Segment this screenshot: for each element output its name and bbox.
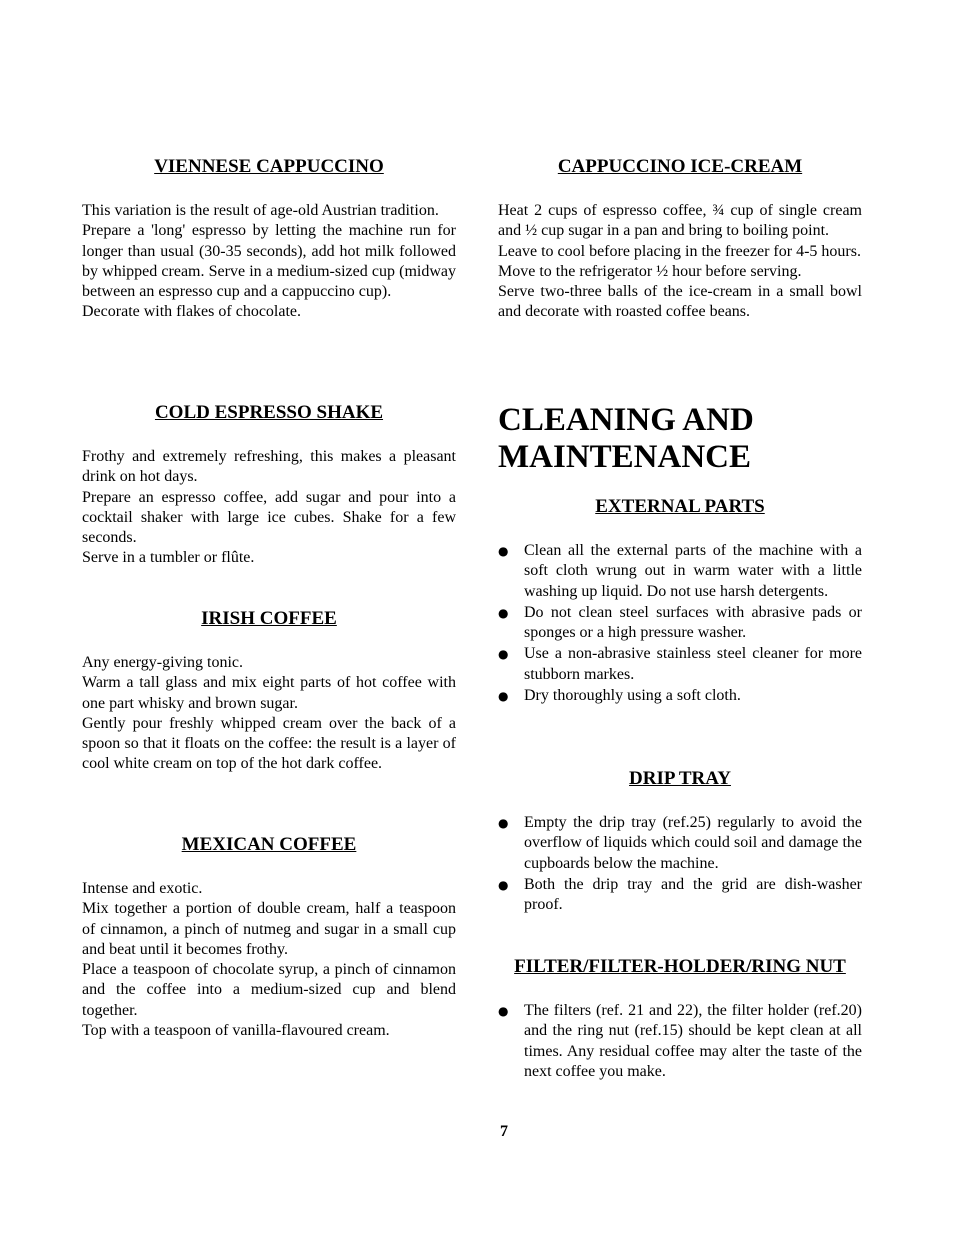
section-cappuccino-ice-cream — [498, 155, 862, 323]
bullet-icon: ● — [498, 544, 509, 558]
paragraph: Prepare an espresso coffee, add sugar and pour into a cocktail shaker with large ice cubes. Shake for a few seconds. — [82, 488, 456, 547]
paragraph: Move to the refrigerator ½ hour before serving. — [498, 262, 802, 280]
section-viennese-cappuccino — [82, 155, 456, 323]
title-line-2: MAINTENANCE — [498, 439, 752, 475]
section-external-parts — [498, 495, 862, 707]
heading-viennese-cappuccino: VIENNESE CAPPUCCINO — [154, 156, 384, 177]
page-number: 7 — [500, 1123, 508, 1140]
section-cold-espresso-shake — [82, 401, 456, 569]
title-line-1: CLEANING AND — [498, 402, 754, 438]
paragraph: Serve two-three balls of the ice-cream in a small bowl and decorate with roasted coffee beans. — [498, 283, 862, 321]
heading-cappuccino-ice-cream: CAPPUCCINO ICE-CREAM — [557, 156, 803, 177]
list-item — [498, 603, 862, 644]
heading-irish-coffee: IRISH COFFEE — [201, 608, 337, 629]
heading-external-parts: EXTERNAL PARTS — [595, 496, 765, 517]
list-item — [498, 644, 862, 685]
heading-drip-tray: DRIP TRAY — [629, 768, 731, 789]
list-item — [498, 875, 862, 916]
paragraph: Mix together a portion of double cream, half a teaspoon of cinnamon, a pinch of nutmeg and sugar in a small cup and beat until it becomes frothy. — [82, 900, 456, 958]
bullet-icon: ● — [498, 877, 509, 892]
bullet-icon: ● — [498, 647, 509, 662]
bullet-list — [498, 1001, 862, 1082]
section-mexican-coffee — [82, 833, 456, 1041]
list-item-text: Do not clean steel surfaces with abrasive pads or sponges or a high pressure washer. — [524, 603, 862, 642]
bullet-icon: ● — [498, 816, 509, 830]
section-filter-holder-ring-nut — [498, 955, 862, 1083]
paragraph: This variation is the result of age-old Austrian tradition. — [82, 202, 439, 219]
heading-mexican-coffee: MEXICAN COFFEE — [181, 834, 357, 855]
paragraph: Any energy-giving tonic. — [82, 654, 244, 671]
paragraph: Serve in a tumbler or flûte. — [82, 549, 255, 567]
paragraph: Gently pour freshly whipped cream over the back of a spoon so that it floats on the coffee: the result is a layer of cool white cream on top of the hot dark coffee. — [82, 714, 456, 773]
list-item — [498, 541, 862, 602]
list-item-text: The filters (ref. 21 and 22), the filter holder (ref.20) and the ring nut (ref.15) should be kept clean at all times. Any residual coffee may alter the taste of the next coffee you make. — [524, 1002, 862, 1080]
paragraph: Decorate with flakes of chocolate. — [82, 303, 302, 321]
list-item-text: Empty the drip tray (ref.25) regularly to avoid the overflow of liquids which could soil and damage the cupboards below the machine. — [524, 814, 862, 872]
list-item-text: Clean all the external parts of the machine with a soft cloth wrung out in warm water with a little washing up liquid. Do not use harsh detergents. — [524, 542, 862, 600]
paragraph: Warm a tall glass and mix eight parts of hot coffee with one part whisky and brown sugar. — [82, 674, 456, 712]
paragraph: Top with a teaspoon of vanilla-flavoured cream. — [82, 1022, 390, 1040]
paragraph: Frothy and extremely refreshing, this makes a pleasant drink on hot days. — [82, 448, 456, 486]
section-drip-tray — [498, 767, 862, 916]
bullet-list — [498, 813, 862, 915]
paragraph: Place a teaspoon of chocolate syrup, a pinch of cinnamon and the coffee into a medium-sized cup and blend together. — [82, 961, 456, 1019]
section-irish-coffee — [82, 607, 456, 775]
bullet-icon: ● — [498, 689, 509, 704]
list-item — [498, 813, 862, 874]
paragraph: Leave to cool before placing in the freezer for 4-5 hours. — [498, 242, 861, 260]
heading-filter-holder-ring-nut: FILTER/FILTER-HOLDER/RING NUT — [514, 956, 846, 977]
paragraph: Heat 2 cups of espresso coffee, ¾ cup of single cream and ½ cup sugar in a pan and bring to boiling point. — [498, 202, 862, 240]
list-item-text: Use a non-abrasive stainless steel cleaner for more stubborn markes. — [524, 645, 862, 683]
paragraph: Prepare a 'long' espresso by letting the machine run for longer than usual (30-35 seconds), add hot milk followed by whipped cream. Serve in a medium-sized cup (midway between an espresso cup and a cappuccino cup). — [82, 222, 456, 301]
list-item — [498, 1001, 862, 1082]
bullet-icon: ● — [498, 1004, 509, 1018]
list-item — [498, 686, 862, 706]
list-item-text: Both the drip tray and the grid are dish-washer proof. — [524, 875, 862, 914]
section-title-cleaning-maintenance — [498, 402, 862, 476]
bullet-icon: ● — [498, 605, 509, 620]
heading-cold-espresso-shake: COLD ESPRESSO SHAKE — [154, 402, 384, 423]
list-item-text: Dry thoroughly using a soft cloth. — [524, 687, 741, 705]
paragraph: Intense and exotic. — [82, 880, 203, 897]
bullet-list — [498, 541, 862, 706]
